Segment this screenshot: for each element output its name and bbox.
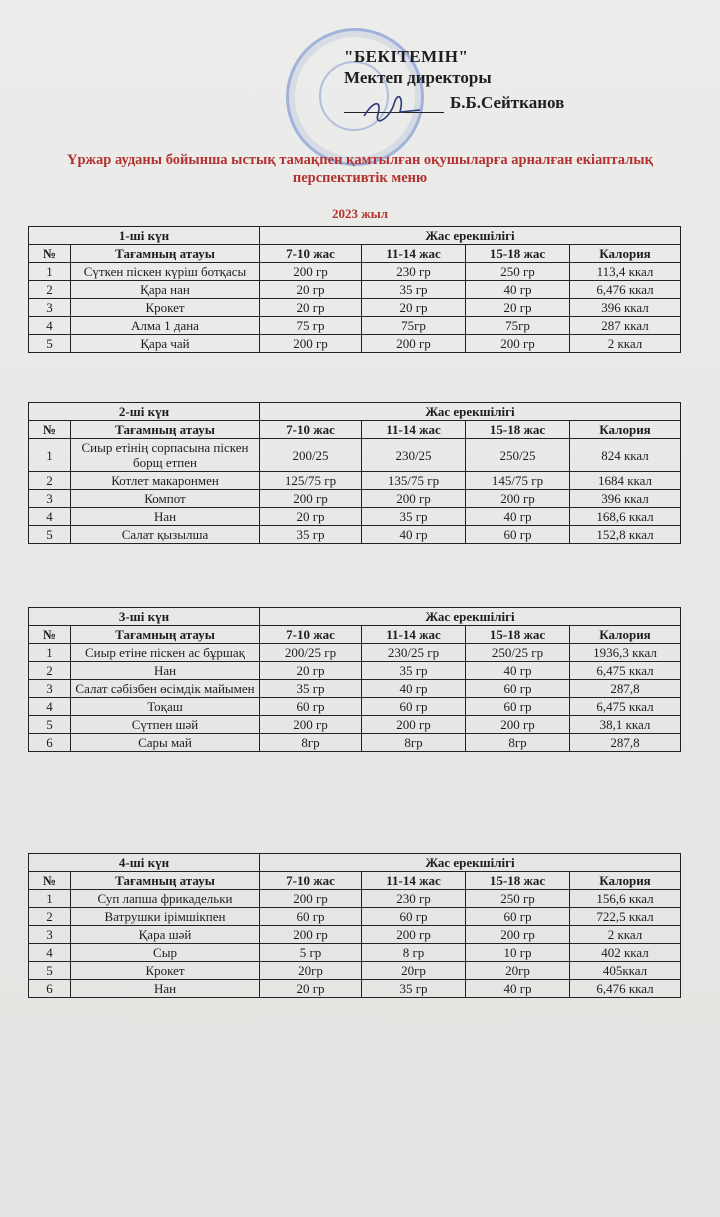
portion-11-14: 230 гр: [362, 890, 466, 908]
age-group-header: Жас ерекшілігі: [260, 608, 681, 626]
row-number: 4: [29, 508, 71, 526]
row-number: 3: [29, 490, 71, 508]
col-header-number: №: [29, 626, 71, 644]
portion-11-14: 200 гр: [362, 926, 466, 944]
portion-11-14: 60 гр: [362, 698, 466, 716]
table-row: [29, 335, 681, 353]
dish-name: Суп лапша фрикадельки: [71, 890, 260, 908]
row-number: 3: [29, 299, 71, 317]
calories: 722,5 ккал: [570, 908, 681, 926]
portion-7-10: 200/25 гр: [260, 644, 362, 662]
col-header-number: №: [29, 421, 71, 439]
portion-11-14: 40 гр: [362, 526, 466, 544]
day-label: 1-ші күн: [29, 227, 260, 245]
dish-name: Қара шәй: [71, 926, 260, 944]
table-row: [29, 299, 681, 317]
table-row: [29, 263, 681, 281]
dish-name: Ватрушки ірімшікпен: [71, 908, 260, 926]
menu-table-day-4: [28, 853, 681, 998]
portion-7-10: 200 гр: [260, 490, 362, 508]
director-name: Б.Б.Сейтканов: [450, 93, 565, 112]
row-number: 2: [29, 472, 71, 490]
dish-name: Алма 1 дана: [71, 317, 260, 335]
col-header-calories: Калория: [570, 872, 681, 890]
portion-15-18: 200 гр: [466, 716, 570, 734]
portion-15-18: 40 гр: [466, 281, 570, 299]
age-group-header: Жас ерекшілігі: [260, 403, 681, 421]
calories: 2 ккал: [570, 926, 681, 944]
document-year: 2023 жыл: [331, 206, 389, 221]
dish-name: Қара чай: [71, 335, 260, 353]
portion-7-10: 60 гр: [260, 698, 362, 716]
col-header-age-7-10: 7-10 жас: [260, 626, 362, 644]
row-number: 1: [29, 890, 71, 908]
dish-name: Сары май: [71, 734, 260, 752]
dish-name: Сиыр етіне піскен ас бұршақ: [71, 644, 260, 662]
portion-15-18: 60 гр: [466, 526, 570, 544]
portion-7-10: 200 гр: [260, 263, 362, 281]
table-row: [29, 526, 681, 544]
calories: 287,8: [570, 734, 681, 752]
portion-15-18: 20гр: [466, 962, 570, 980]
row-number: 1: [29, 644, 71, 662]
dish-name: Салат сәбізбен өсімдік майымен: [71, 680, 260, 698]
table-row: [29, 908, 681, 926]
table-row: [29, 490, 681, 508]
portion-7-10: 8гр: [260, 734, 362, 752]
row-number: 1: [29, 263, 71, 281]
calories: 396 ккал: [570, 490, 681, 508]
table-row: [29, 944, 681, 962]
portion-11-14: 230 гр: [362, 263, 466, 281]
portion-15-18: 75гр: [466, 317, 570, 335]
portion-7-10: 20 гр: [260, 662, 362, 680]
col-header-dish: Тағамның атауы: [71, 626, 260, 644]
director-signature: [360, 96, 440, 122]
col-header-age-11-14: 11-14 жас: [362, 872, 466, 890]
dish-name: Сүткен піскен күріш ботқасы: [71, 263, 260, 281]
dish-name: Котлет макаронмен: [71, 472, 260, 490]
portion-7-10: 35 гр: [260, 526, 362, 544]
dish-name: Салат қызылша: [71, 526, 260, 544]
dish-name: Сиыр етінің сорпасына піскен борщ етпен: [71, 439, 260, 472]
row-number: 4: [29, 317, 71, 335]
portion-11-14: 230/25 гр: [362, 644, 466, 662]
day-header-row: [29, 227, 681, 245]
table-row: [29, 926, 681, 944]
portion-15-18: 250 гр: [466, 890, 570, 908]
portion-11-14: 20гр: [362, 962, 466, 980]
table-row: [29, 716, 681, 734]
portion-15-18: 250/25 гр: [466, 644, 570, 662]
portion-11-14: 135/75 гр: [362, 472, 466, 490]
col-header-dish: Тағамның атауы: [71, 245, 260, 263]
portion-7-10: 5 гр: [260, 944, 362, 962]
portion-15-18: 10 гр: [466, 944, 570, 962]
dish-name: Нан: [71, 508, 260, 526]
col-header-age-7-10: 7-10 жас: [260, 421, 362, 439]
row-number: 3: [29, 680, 71, 698]
portion-7-10: 35 гр: [260, 680, 362, 698]
portion-15-18: 60 гр: [466, 698, 570, 716]
portion-15-18: 40 гр: [466, 980, 570, 998]
col-header-age-11-14: 11-14 жас: [362, 421, 466, 439]
portion-15-18: 145/75 гр: [466, 472, 570, 490]
calories: 402 ккал: [570, 944, 681, 962]
portion-11-14: 35 гр: [362, 281, 466, 299]
calories: 113,4 ккал: [570, 263, 681, 281]
portion-11-14: 8 гр: [362, 944, 466, 962]
portion-7-10: 200 гр: [260, 335, 362, 353]
portion-15-18: 200 гр: [466, 926, 570, 944]
portion-15-18: 60 гр: [466, 680, 570, 698]
portion-15-18: 200 гр: [466, 335, 570, 353]
portion-7-10: 200/25: [260, 439, 362, 472]
portion-7-10: 200 гр: [260, 926, 362, 944]
dish-name: Нан: [71, 662, 260, 680]
dish-name: Тоқаш: [71, 698, 260, 716]
portion-15-18: 250/25: [466, 439, 570, 472]
calories: 1684 ккал: [570, 472, 681, 490]
col-header-age-15-18: 15-18 жас: [466, 872, 570, 890]
col-header-calories: Калория: [570, 421, 681, 439]
table-row: [29, 980, 681, 998]
row-number: 2: [29, 662, 71, 680]
portion-15-18: 250 гр: [466, 263, 570, 281]
age-group-header: Жас ерекшілігі: [260, 854, 681, 872]
portion-7-10: 20гр: [260, 962, 362, 980]
dish-name: Крокет: [71, 299, 260, 317]
portion-7-10: 60 гр: [260, 908, 362, 926]
portion-7-10: 20 гр: [260, 281, 362, 299]
table-row: [29, 890, 681, 908]
calories: 287,8: [570, 680, 681, 698]
col-header-age-11-14: 11-14 жас: [362, 626, 466, 644]
day-label: 4-ші күн: [29, 854, 260, 872]
table-row: [29, 698, 681, 716]
table-row: [29, 317, 681, 335]
row-number: 6: [29, 980, 71, 998]
column-header-row: [29, 626, 681, 644]
row-number: 5: [29, 962, 71, 980]
table-row: [29, 680, 681, 698]
table-row: [29, 439, 681, 472]
row-number: 5: [29, 526, 71, 544]
row-number: 2: [29, 908, 71, 926]
dish-name: Нан: [71, 980, 260, 998]
column-header-row: [29, 421, 681, 439]
portion-11-14: 200 гр: [362, 335, 466, 353]
col-header-dish: Тағамның атауы: [71, 421, 260, 439]
day-header-row: [29, 608, 681, 626]
portion-11-14: 40 гр: [362, 680, 466, 698]
portion-7-10: 75 гр: [260, 317, 362, 335]
day-header-row: [29, 854, 681, 872]
col-header-age-15-18: 15-18 жас: [466, 421, 570, 439]
menu-table-day-3: [28, 607, 681, 752]
row-number: 6: [29, 734, 71, 752]
calories: 6,475 ккал: [570, 662, 681, 680]
dish-name: Компот: [71, 490, 260, 508]
portion-15-18: 20 гр: [466, 299, 570, 317]
menu-table-day-1: [28, 226, 681, 353]
col-header-age-15-18: 15-18 жас: [466, 245, 570, 263]
col-header-age-7-10: 7-10 жас: [260, 872, 362, 890]
col-header-number: №: [29, 872, 71, 890]
row-number: 2: [29, 281, 71, 299]
portion-11-14: 35 гр: [362, 980, 466, 998]
col-header-calories: Калория: [570, 626, 681, 644]
table-row: [29, 508, 681, 526]
portion-15-18: 40 гр: [466, 662, 570, 680]
day-label: 3-ші күн: [29, 608, 260, 626]
portion-11-14: 35 гр: [362, 662, 466, 680]
portion-7-10: 20 гр: [260, 980, 362, 998]
column-header-row: [29, 872, 681, 890]
row-number: 5: [29, 335, 71, 353]
portion-11-14: 200 гр: [362, 490, 466, 508]
calories: 824 ккал: [570, 439, 681, 472]
table-row: [29, 472, 681, 490]
portion-7-10: 200 гр: [260, 890, 362, 908]
row-number: 4: [29, 944, 71, 962]
row-number: 1: [29, 439, 71, 472]
calories: 6,475 ккал: [570, 698, 681, 716]
portion-11-14: 60 гр: [362, 908, 466, 926]
table-row: [29, 662, 681, 680]
portion-15-18: 200 гр: [466, 490, 570, 508]
day-label: 2-ші күн: [29, 403, 260, 421]
day-header-row: [29, 403, 681, 421]
portion-7-10: 125/75 гр: [260, 472, 362, 490]
col-header-dish: Тағамның атауы: [71, 872, 260, 890]
portion-11-14: 8гр: [362, 734, 466, 752]
calories: 396 ккал: [570, 299, 681, 317]
dish-name: Сүтпен шәй: [71, 716, 260, 734]
portion-7-10: 200 гр: [260, 716, 362, 734]
row-number: 5: [29, 716, 71, 734]
calories: 405ккал: [570, 962, 681, 980]
portion-7-10: 20 гр: [260, 299, 362, 317]
age-group-header: Жас ерекшілігі: [260, 227, 681, 245]
portion-11-14: 35 гр: [362, 508, 466, 526]
dish-name: Қара нан: [71, 281, 260, 299]
table-row: [29, 962, 681, 980]
calories: 2 ккал: [570, 335, 681, 353]
col-header-age-15-18: 15-18 жас: [466, 626, 570, 644]
table-row: [29, 734, 681, 752]
col-header-age-11-14: 11-14 жас: [362, 245, 466, 263]
calories: 6,476 ккал: [570, 281, 681, 299]
calories: 168,6 ккал: [570, 508, 681, 526]
row-number: 3: [29, 926, 71, 944]
portion-15-18: 8гр: [466, 734, 570, 752]
table-row: [29, 281, 681, 299]
dish-name: Крокет: [71, 962, 260, 980]
calories: 38,1 ккал: [570, 716, 681, 734]
portion-7-10: 20 гр: [260, 508, 362, 526]
portion-15-18: 40 гр: [466, 508, 570, 526]
calories: 1936,3 ккал: [570, 644, 681, 662]
calories: 6,476 ккал: [570, 980, 681, 998]
row-number: 4: [29, 698, 71, 716]
column-header-row: [29, 245, 681, 263]
approval-heading: "БЕКІТЕМІН": [344, 47, 469, 66]
table-row: [29, 644, 681, 662]
col-header-age-7-10: 7-10 жас: [260, 245, 362, 263]
portion-11-14: 230/25: [362, 439, 466, 472]
document-title: Үржар ауданы бойынша ыстық тамақпен қамтылған оқушыларға арналған екіапталық перспективтік меню: [67, 152, 653, 186]
portion-15-18: 60 гр: [466, 908, 570, 926]
approval-position: Мектеп директоры: [344, 68, 492, 87]
portion-11-14: 75гр: [362, 317, 466, 335]
col-header-number: №: [29, 245, 71, 263]
portion-11-14: 20 гр: [362, 299, 466, 317]
dish-name: Сыр: [71, 944, 260, 962]
calories: 287 ккал: [570, 317, 681, 335]
calories: 156,6 ккал: [570, 890, 681, 908]
calories: 152,8 ккал: [570, 526, 681, 544]
portion-11-14: 200 гр: [362, 716, 466, 734]
menu-table-day-2: [28, 402, 681, 544]
col-header-calories: Калория: [570, 245, 681, 263]
